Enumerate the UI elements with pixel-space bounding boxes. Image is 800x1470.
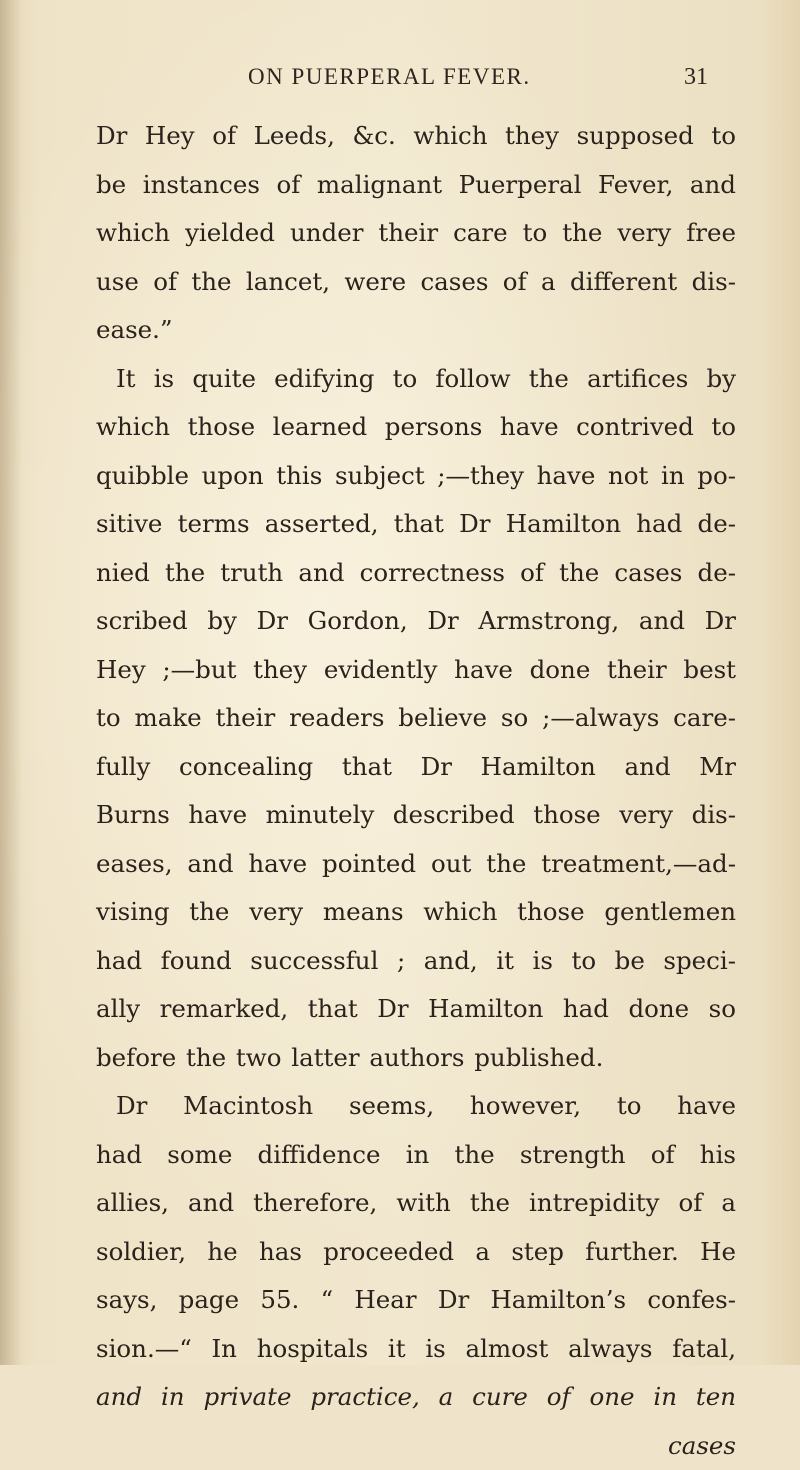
running-head	[0, 64, 800, 100]
text-line: nied the truth and correctness of the cases de-	[96, 549, 736, 598]
text-line: scribed by Dr Gordon, Dr Armstrong, and Dr	[96, 597, 736, 646]
text-line: Dr Hey of Leeds, &c. which they supposed to	[96, 112, 736, 161]
text-line: Burns have minutely described those very dis-	[96, 791, 736, 840]
text-line: before the two latter authors published.	[96, 1034, 736, 1083]
text-line: quibble upon this subject ;—they have not in po-	[96, 452, 736, 501]
text-line: says, page 55. “ Hear Dr Hamilton’s confes-	[96, 1276, 736, 1325]
text-line: vising the very means which those gentlemen	[96, 888, 736, 937]
text-line: ease.”	[96, 306, 736, 355]
paragraph-start-line: It is quite edifying to follow the artifices by	[96, 355, 736, 404]
text-line: ally remarked, that Dr Hamilton had done so	[96, 985, 736, 1034]
text-line: be instances of malignant Puerperal Fever, and	[96, 161, 736, 210]
text-line: sion.—“ In hospitals it is almost always fatal,	[96, 1325, 736, 1374]
catchword: cases	[96, 1422, 736, 1470]
text-line: sitive terms asserted, that Dr Hamilton had de-	[96, 500, 736, 549]
text-line: eases, and have pointed out the treatment,—ad-	[96, 840, 736, 889]
body-text	[96, 112, 736, 1470]
text-line: fully concealing that Dr Hamilton and Mr	[96, 743, 736, 792]
text-line: allies, and therefore, with the intrepidity of a	[96, 1179, 736, 1228]
text-line: soldier, he has proceeded a step further. He	[96, 1228, 736, 1277]
page-number: 31	[684, 64, 708, 91]
text-line: to make their readers believe so ;—always care-	[96, 694, 736, 743]
text-line: which those learned persons have contrived to	[96, 403, 736, 452]
gutter-shadow	[0, 0, 22, 1365]
text-line: use of the lancet, were cases of a different dis-	[96, 258, 736, 307]
text-line: which yielded under their care to the very free	[96, 209, 736, 258]
paragraph-start-line: Dr Macintosh seems, however, to have	[96, 1082, 736, 1131]
text-line: and in private practice, a cure of one in ten	[96, 1373, 736, 1422]
text-line: had found successful ; and, it is to be speci-	[96, 937, 736, 986]
running-title: ON PUERPERAL FEVER.	[248, 64, 531, 90]
text-line: had some diffidence in the strength of his	[96, 1131, 736, 1180]
text-line: Hey ;—but they evidently have done their best	[96, 646, 736, 695]
